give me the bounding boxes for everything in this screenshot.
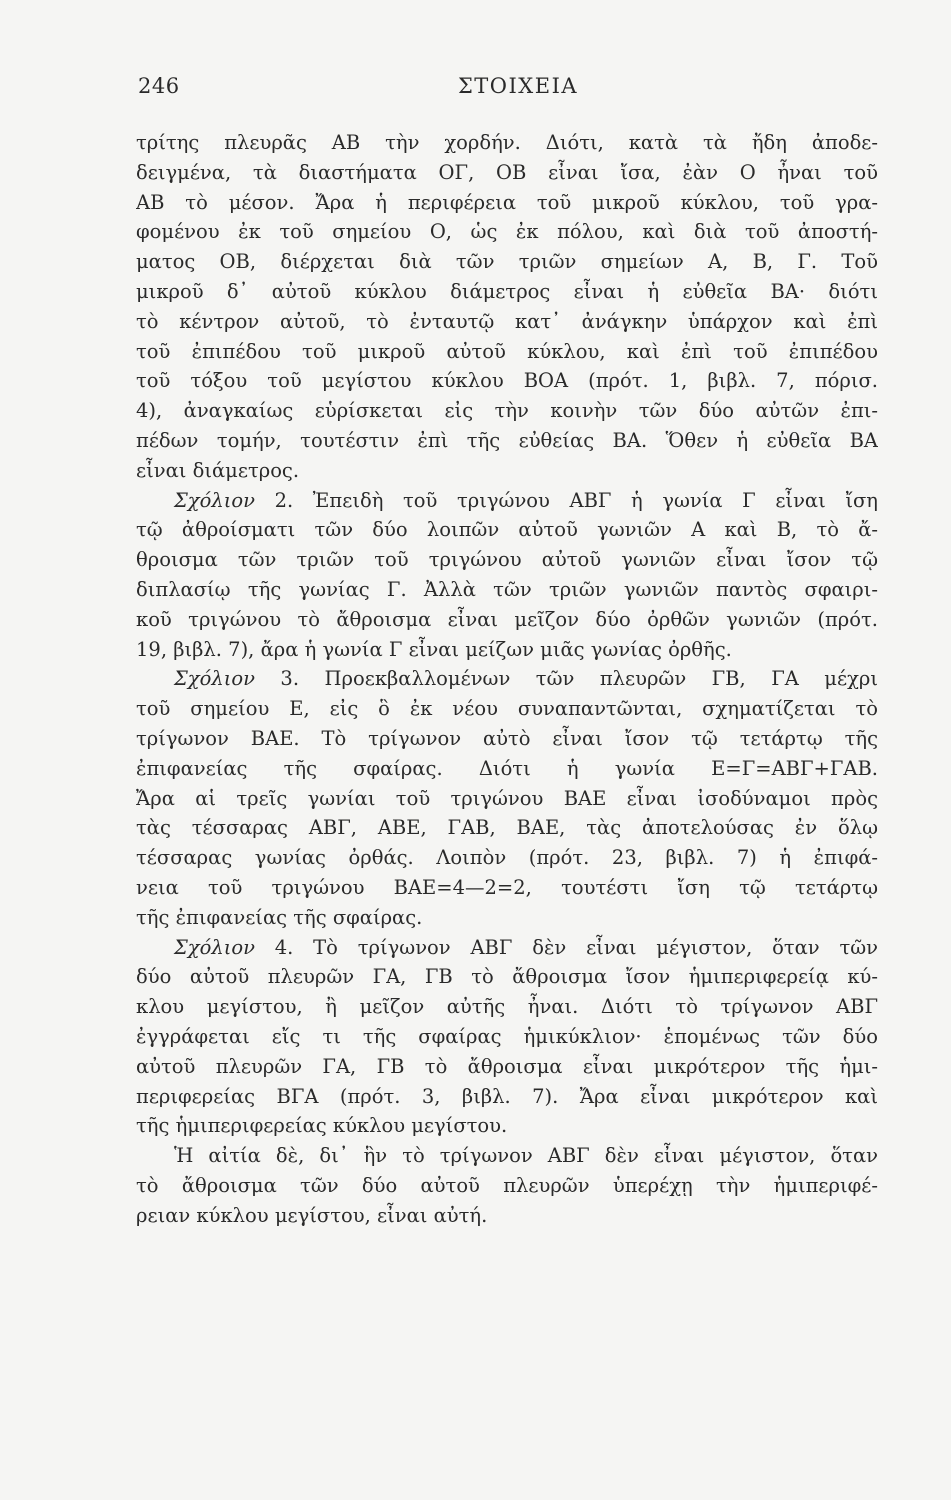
text-line xyxy=(136,873,878,903)
line-text: τρίγωνον ΒΑΕ. Τὸ τρίγωνον αὐτὸ εἶναι ἴσον τῷ τετάρτῳ τῆς xyxy=(136,726,878,750)
text-line xyxy=(136,635,878,665)
text-line xyxy=(136,962,878,992)
text-line xyxy=(136,337,878,367)
text-line xyxy=(136,456,878,486)
line-text: τῆς ἐπιφανείας τῆς σφαίρας. xyxy=(136,905,423,929)
line-text: 3. Προεκβαλλομένων τῶν πλευρῶν ΓΒ, ΓΑ μέχρι xyxy=(254,667,878,691)
text-line xyxy=(136,1052,878,1082)
text-line xyxy=(136,933,878,963)
line-text: δειγμένα, τὰ διαστήματα ΟΓ, ΟΒ εἶναι ἴσα, ἐὰν Ο ἦναι τοῦ xyxy=(136,160,878,184)
text-line xyxy=(136,694,878,724)
text-line xyxy=(136,1171,878,1201)
text-line xyxy=(136,515,878,545)
text-line xyxy=(136,247,878,277)
line-text: δύο αὐτοῦ πλευρῶν ΓΑ, ΓΒ τὸ ἄθροισμα ἴσον ἡμιπεριφερείᾳ κύ- xyxy=(136,965,878,989)
line-text: 2. Ἐπειδὴ τοῦ τριγώνου ΑΒΓ ἡ γωνία Γ εἶναι ἴση xyxy=(254,488,878,512)
text-line xyxy=(136,426,878,456)
line-text: 4. Τὸ τρίγωνον ΑΒΓ δὲν εἶναι μέγιστον, ὅταν τῶν xyxy=(254,935,878,959)
scholion-label: Σχόλιον xyxy=(174,667,255,691)
text-line xyxy=(136,1141,878,1171)
text-line xyxy=(136,128,878,158)
text-line xyxy=(136,158,878,188)
line-text: Ἡ αἰτία δὲ, δι᾽ ἣν τὸ τρίγωνον ΑΒΓ δὲν εἶναι μέγιστον, ὅταν xyxy=(174,1144,878,1168)
line-text: φομένου ἐκ τοῦ σημείου Ο, ὡς ἐκ πόλου, καὶ διὰ τοῦ ἀποστή- xyxy=(136,220,878,244)
line-text: θροισμα τῶν τριῶν τοῦ τριγώνου αὐτοῦ γωνιῶν εἶναι ἴσον τῷ xyxy=(136,548,878,572)
line-text: τοῦ ἐπιπέδου τοῦ μικροῦ αὐτοῦ κύκλου, καὶ ἐπὶ τοῦ ἐπιπέδου xyxy=(136,339,878,363)
line-text: ματος ΟΒ, διέρχεται διὰ τῶν τριῶν σημείων Α, Β, Γ. Τοῦ xyxy=(136,250,878,274)
line-text: 4), ἀναγκαίως εὑρίσκεται εἰς τὴν κοινὴν τῶν δύο αὐτῶν ἐπι- xyxy=(136,399,878,423)
line-text: 19, βιβλ. 7), ἄρα ἡ γωνία Γ εἶναι μείζων μιᾶς γωνίας ὀρθῆς. xyxy=(136,637,732,661)
text-line xyxy=(136,664,878,694)
running-title: ΣΤΟΙΧΕΙΑ xyxy=(457,74,579,98)
text-line xyxy=(136,724,878,754)
line-text: τοῦ σημείου Ε, εἰς ὃ ἐκ νέου συναπαντῶνται, σχηματίζεται τὸ xyxy=(136,697,878,721)
text-line xyxy=(136,188,878,218)
line-text: τρίτης πλευρᾶς ΑΒ τὴν χορδήν. Διότι, κατὰ τὰ ἤδη ἀποδε- xyxy=(136,131,878,154)
text-line xyxy=(136,277,878,307)
line-text: ρειαν κύκλου μεγίστου, εἶναι αὐτή. xyxy=(136,1203,488,1227)
text-line xyxy=(136,784,878,814)
line-text: τὸ ἄθροισμα τῶν δύο αὐτοῦ πλευρῶν ὑπερέχῃ τὴν ἡμιπεριφέ- xyxy=(136,1173,878,1197)
body-text xyxy=(136,128,878,1230)
text-line xyxy=(136,1022,878,1052)
line-text: τὰς τέσσαρας ΑΒΓ, ΑΒΕ, ΓΑΒ, ΒΑΕ, τὰς ἀποτελούσας ἐν ὅλῳ xyxy=(136,816,878,840)
text-line xyxy=(136,813,878,843)
scholion-label: Σχόλιον xyxy=(174,488,255,512)
text-line xyxy=(136,486,878,516)
line-text: νεια τοῦ τριγώνου ΒΑΕ=4—2=2, τουτέστι ἴση τῷ τετάρτῳ xyxy=(136,875,878,899)
line-text: τέσσαρας γωνίας ὀρθάς. Λοιπὸν (πρότ. 23, βιβλ. 7) ἡ ἐπιφά- xyxy=(136,846,878,870)
text-line xyxy=(136,754,878,784)
text-line xyxy=(136,396,878,426)
line-text: αὐτοῦ πλευρῶν ΓΑ, ΓΒ τὸ ἄθροισμα εἶναι μικρότερον τῆς ἡμι- xyxy=(136,1054,878,1078)
line-text: Ἄρα αἱ τρεῖς γωνίαι τοῦ τριγώνου ΒΑΕ εἶναι ἰσοδύναμοι πρὸς xyxy=(136,786,878,810)
page-number: 246 xyxy=(138,74,180,98)
scholion-label: Σχόλιον xyxy=(174,935,255,959)
line-text: τὸ κέντρον αὐτοῦ, τὸ ἐνταυτῷ κατ᾽ ἀνάγκην ὑπάρχον καὶ ἐπὶ xyxy=(136,309,878,333)
line-text: τῷ ἀθροίσματι τῶν δύο λοιπῶν αὐτοῦ γωνιῶν Α καὶ Β, τὸ ἄ- xyxy=(136,518,878,542)
line-text: μικροῦ δ᾽ αὐτοῦ κύκλου διάμετρος εἶναι ἡ εὐθεῖα ΒΑ· διότι xyxy=(136,279,878,303)
line-text: ἐπιφανείας τῆς σφαίρας. Διότι ἡ γωνία Ε=Γ=ΑΒΓ+ΓΑΒ. xyxy=(136,756,878,780)
text-line xyxy=(136,1201,878,1231)
text-line xyxy=(136,217,878,247)
text-line xyxy=(136,366,878,396)
text-line xyxy=(136,605,878,635)
text-line xyxy=(136,1082,878,1112)
line-text: κλου μεγίστου, ἢ μεῖζον αὐτῆς ἦναι. Διότι τὸ τρίγωνον ΑΒΓ xyxy=(136,995,878,1019)
text-line xyxy=(136,545,878,575)
text-line xyxy=(136,843,878,873)
text-line xyxy=(136,1111,878,1141)
line-text: περιφερείας ΒΓΑ (πρότ. 3, βιβλ. 7). Ἄρα εἶναι μικρότερον καὶ xyxy=(136,1084,878,1108)
line-text: ΑΒ τὸ μέσον. Ἄρα ἡ περιφέρεια τοῦ μικροῦ κύκλου, τοῦ γρα- xyxy=(136,190,878,214)
line-text: κοῦ τριγώνου τὸ ἄθροισμα εἶναι μεῖζον δύο ὀρθῶν γωνιῶν (πρότ. xyxy=(136,607,878,631)
line-text: ἐγγράφεται εἴς τι τῆς σφαίρας ἡμικύκλιον· ἑπομένως τῶν δύο xyxy=(136,1024,878,1048)
line-text: τῆς ἡμιπεριφερείας κύκλου μεγίστου. xyxy=(136,1114,508,1138)
text-line xyxy=(136,307,878,337)
line-text: τοῦ τόξου τοῦ μεγίστου κύκλου ΒΟΑ (πρότ. 1, βιβλ. 7, πόρισ. xyxy=(136,369,878,393)
running-head xyxy=(138,74,878,106)
text-line xyxy=(136,992,878,1022)
text-line xyxy=(136,903,878,933)
line-text: εἶναι διάμετρος. xyxy=(136,458,300,482)
line-text: διπλασίῳ τῆς γωνίας Γ. Ἀλλὰ τῶν τριῶν γωνιῶν παντὸς σφαιρι- xyxy=(136,577,878,601)
line-text: πέδων τομήν, τουτέστιν ἐπὶ τῆς εὐθείας ΒΑ. Ὅθεν ἡ εὐθεῖα ΒΑ xyxy=(136,428,878,452)
text-line xyxy=(136,575,878,605)
